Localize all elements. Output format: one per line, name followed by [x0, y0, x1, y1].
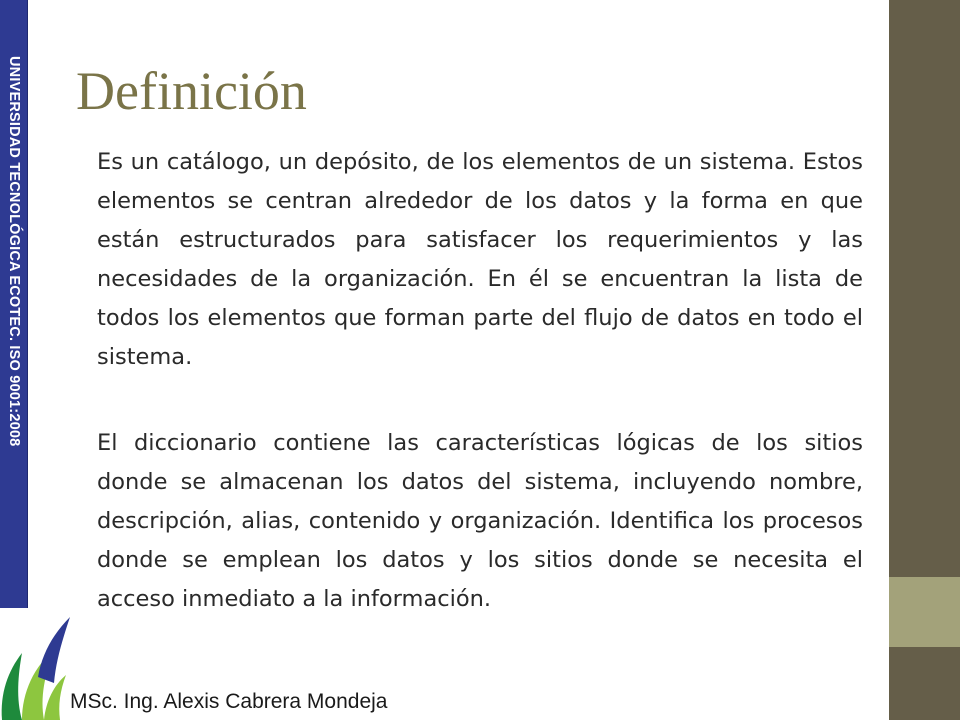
institution-band: [0, 0, 28, 608]
right-decor-bar-top: [889, 0, 960, 577]
ecotec-leaf-logo-icon: [0, 613, 80, 720]
definition-paragraph-2: El diccionario contiene las características lógicas de los sitios donde se almacenan los datos del sistema, incluyendo nombre, descripción, alias, contenido y organización. Identifica los procesos donde se emplean los datos y los sitios donde se necesita el acceso inmediato a la información.: [97, 430, 863, 612]
slide-title: Definición: [76, 61, 307, 121]
right-decor-bar-bottom: [889, 647, 960, 720]
author-name: MSc. Ing. Alexis Cabrera Mondeja: [70, 690, 388, 713]
right-decor-bar-middle: [889, 577, 960, 647]
institution-band-text: UNIVERSIDAD TECNOLÓGICA ECOTEC. ISO 9001:2008: [6, 56, 22, 447]
definition-paragraph-1: Es un catálogo, un depósito, de los elementos de un sistema. Estos elementos se centran alrededor de los datos y la forma en que están estructurados para satisfacer los requerimientos y las necesidades de la organización. En él se encuentran la lista de todos los elementos que forman parte del flujo de datos en todo el sistema.: [97, 149, 863, 370]
